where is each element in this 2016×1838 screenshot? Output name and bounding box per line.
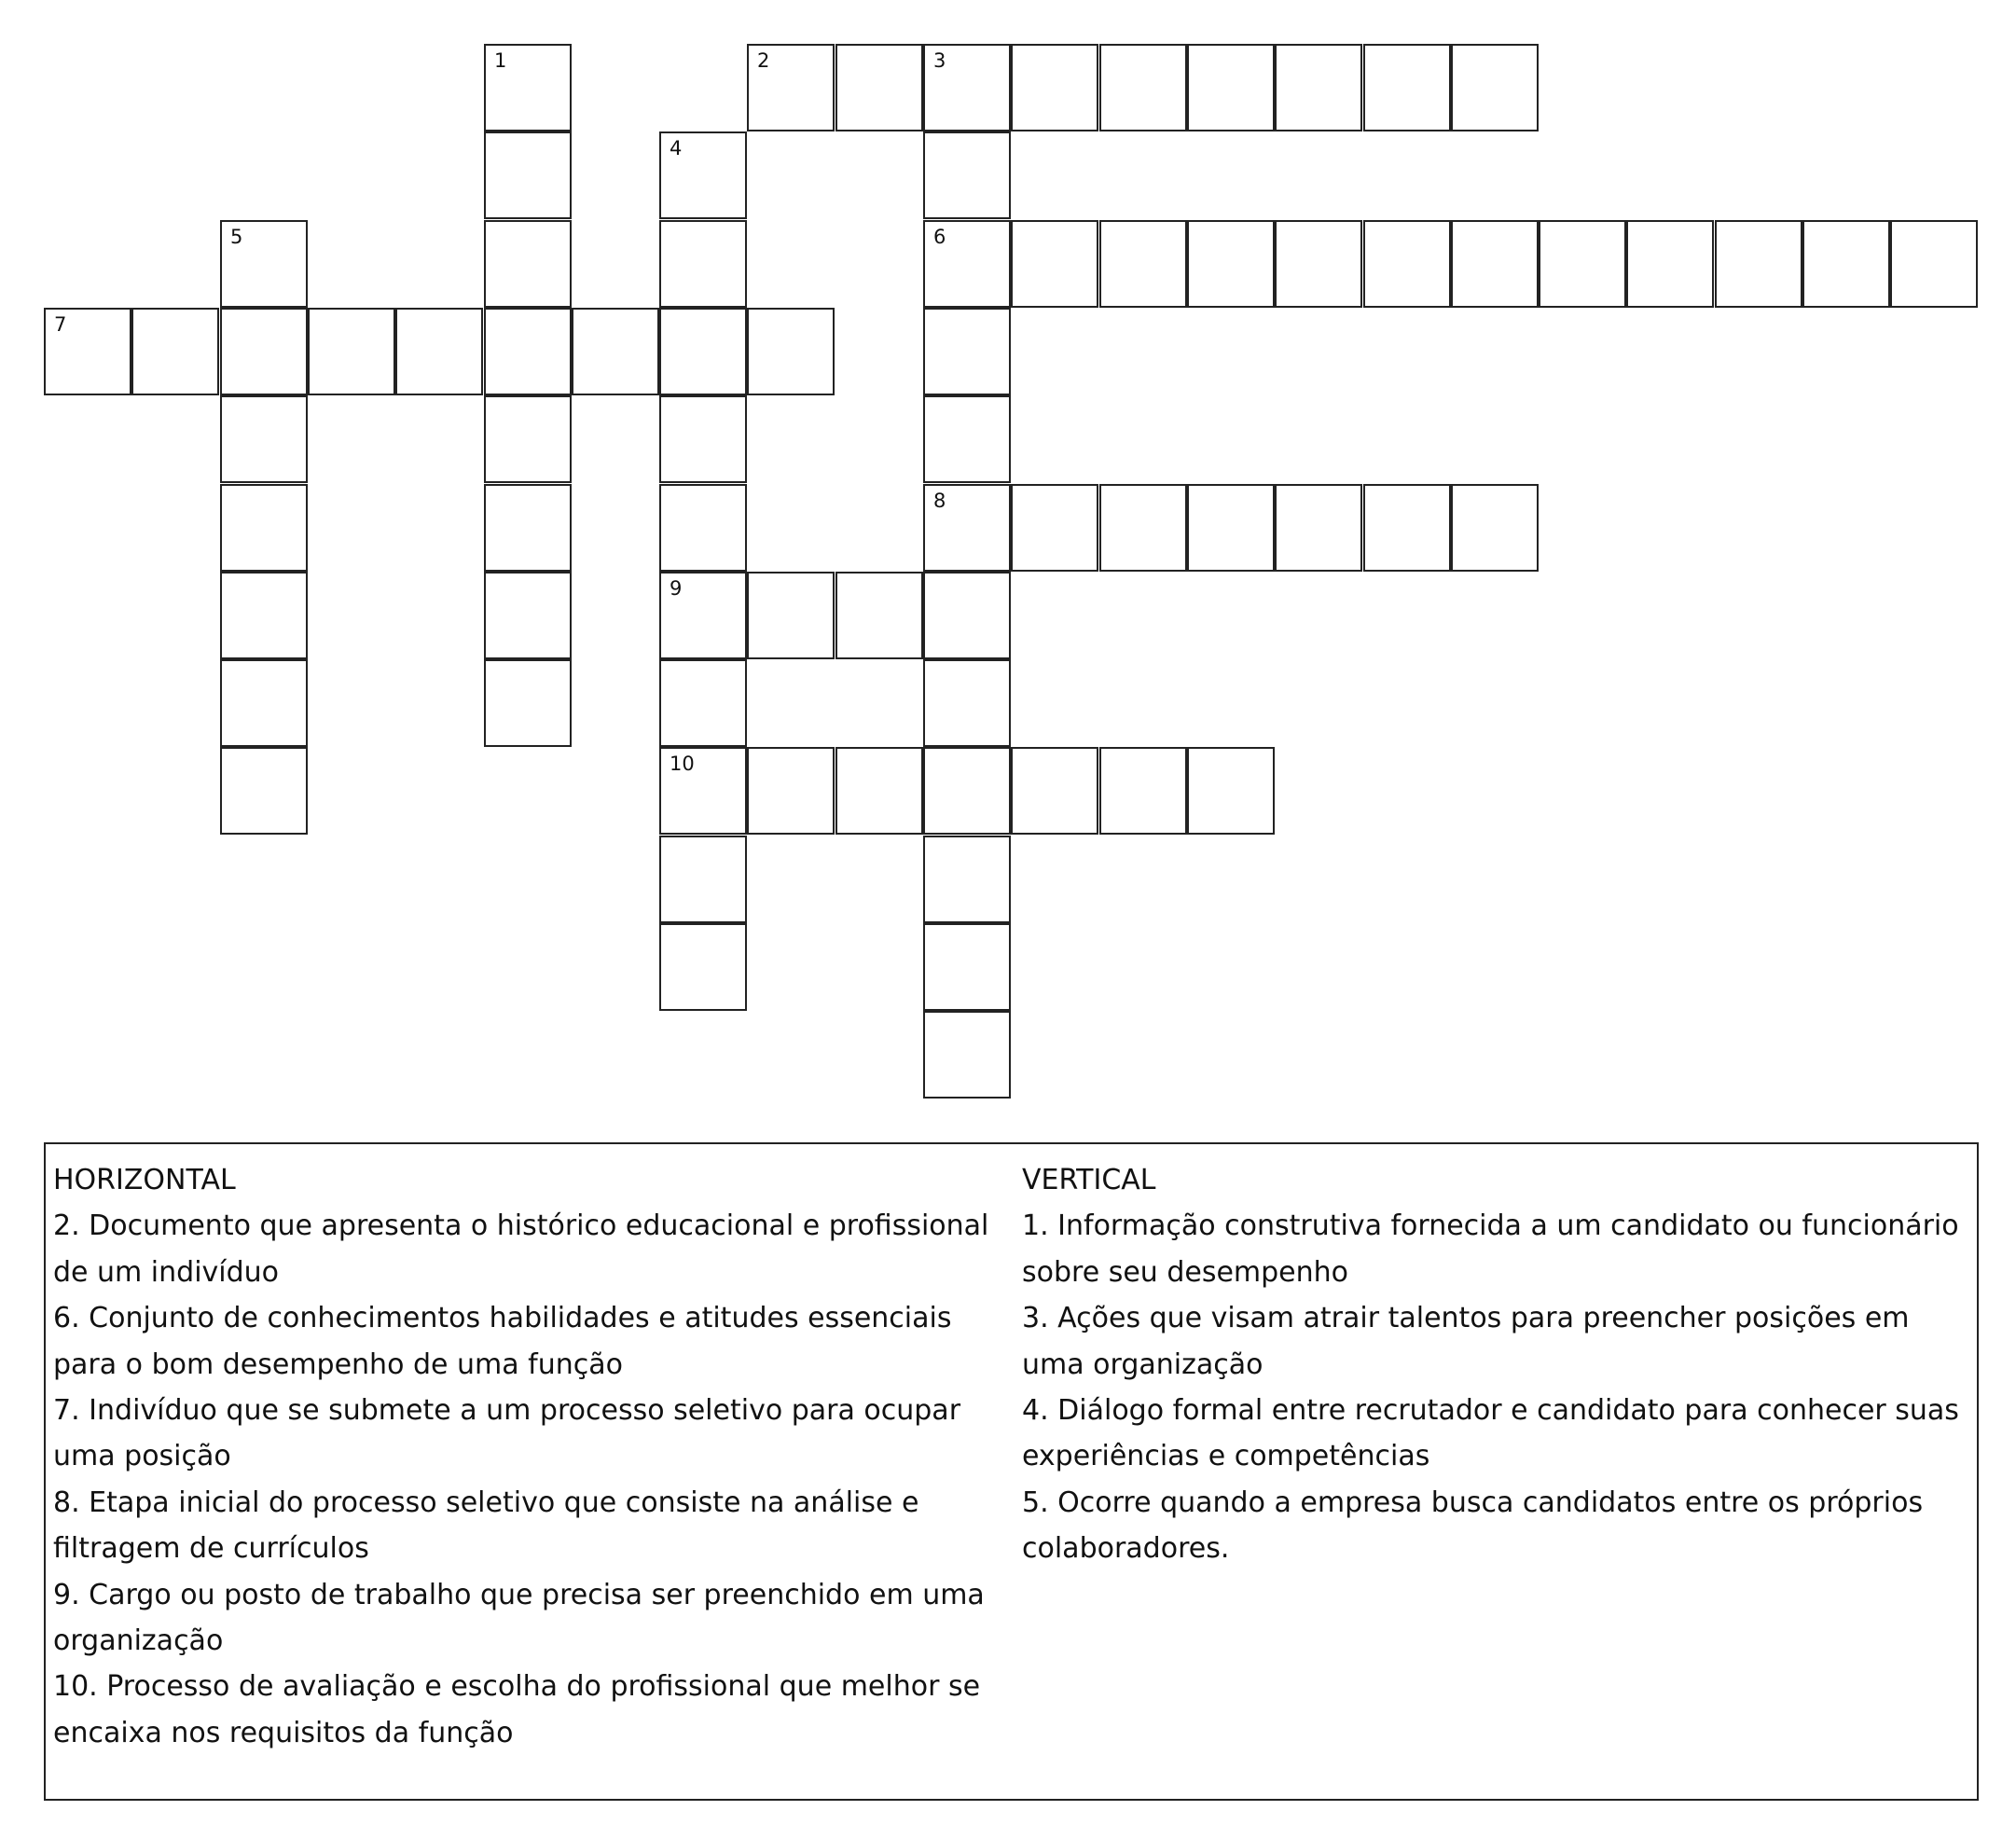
grid-cell[interactable]	[1099, 220, 1187, 308]
grid-cell[interactable]	[923, 484, 1011, 572]
grid-cell[interactable]	[1187, 747, 1275, 835]
grid-cell[interactable]	[1011, 44, 1098, 131]
grid-cell[interactable]	[1626, 220, 1714, 308]
clue-number: 1	[494, 49, 507, 72]
grid-cell[interactable]	[308, 308, 395, 395]
grid-cell[interactable]	[1099, 484, 1187, 572]
grid-cell[interactable]	[220, 220, 308, 308]
grid-cell[interactable]	[1275, 484, 1362, 572]
grid-cell[interactable]	[484, 44, 572, 131]
grid-cell[interactable]	[44, 308, 131, 395]
grid-cell[interactable]	[1363, 220, 1451, 308]
grid-cell[interactable]	[923, 308, 1011, 395]
clue-number: 5	[230, 226, 243, 248]
grid-cell[interactable]	[1451, 44, 1539, 131]
clue-number: 2	[757, 49, 770, 72]
horizontal-heading: HORIZONTAL	[53, 1164, 236, 1196]
clue-v-5: 5. Ocorre quando a empresa busca candidatos entre os próprios colaboradores.	[1022, 1486, 1924, 1566]
grid-cell[interactable]	[923, 923, 1011, 1011]
grid-cell[interactable]	[1275, 44, 1362, 131]
grid-cell[interactable]	[659, 659, 747, 747]
grid-cell[interactable]	[1011, 220, 1098, 308]
grid-cell[interactable]	[1363, 484, 1451, 572]
vertical-heading: VERTICAL	[1022, 1164, 1156, 1196]
grid-cell[interactable]	[395, 308, 483, 395]
grid-cell[interactable]	[923, 131, 1011, 219]
grid-cell[interactable]	[659, 395, 747, 483]
grid-cell[interactable]	[484, 395, 572, 483]
clue-number: 3	[933, 49, 946, 72]
clue-number: 10	[670, 753, 695, 775]
clue-number: 7	[54, 313, 67, 336]
grid-cell[interactable]	[659, 220, 747, 308]
clue-number: 8	[933, 490, 946, 512]
grid-cell[interactable]	[659, 836, 747, 923]
grid-cell[interactable]	[659, 484, 747, 572]
grid-cell[interactable]	[1451, 484, 1539, 572]
grid-cell[interactable]	[1451, 220, 1539, 308]
clue-h-10: 10. Processo de avaliação e escolha do profissional que melhor se encaixa nos requisitos da função	[53, 1670, 981, 1749]
clue-number: 9	[670, 577, 683, 600]
grid-cell[interactable]	[484, 484, 572, 572]
grid-cell[interactable]	[1099, 44, 1187, 131]
grid-cell[interactable]	[1011, 484, 1098, 572]
grid-cell[interactable]	[659, 923, 747, 1011]
horizontal-clues	[53, 1157, 1023, 1756]
grid-cell[interactable]	[131, 308, 219, 395]
grid-cell[interactable]	[220, 659, 308, 747]
grid-cell[interactable]	[923, 395, 1011, 483]
grid-cell[interactable]	[1890, 220, 1978, 308]
grid-cell[interactable]	[1011, 747, 1098, 835]
clue-h-7: 7. Indivíduo que se submete a um processo seletivo para ocupar uma posição	[53, 1394, 961, 1473]
grid-cell[interactable]	[1187, 44, 1275, 131]
grid-cell[interactable]	[659, 572, 747, 659]
clue-v-4: 4. Diálogo formal entre recrutador e candidato para conhecer suas experiências e competências	[1022, 1394, 1959, 1473]
grid-cell[interactable]	[1099, 747, 1187, 835]
grid-cell[interactable]	[659, 131, 747, 219]
clue-h-6: 6. Conjunto de conhecimentos habilidades e atitudes essenciais para o bom desempenho de uma função	[53, 1302, 952, 1381]
grid-cell[interactable]	[923, 747, 1011, 835]
grid-cell[interactable]	[747, 747, 835, 835]
grid-cell[interactable]	[484, 220, 572, 308]
grid-cell[interactable]	[923, 659, 1011, 747]
grid-cell[interactable]	[747, 308, 835, 395]
grid-cell[interactable]	[747, 572, 835, 659]
grid-cell[interactable]	[220, 484, 308, 572]
grid-cell[interactable]	[1802, 220, 1890, 308]
grid-cell[interactable]	[1187, 484, 1275, 572]
grid-cell[interactable]	[484, 659, 572, 747]
grid-cell[interactable]	[572, 308, 659, 395]
grid-cell[interactable]	[923, 836, 1011, 923]
vertical-clues	[1022, 1157, 1973, 1572]
clue-number: 6	[933, 226, 946, 248]
clue-h-9: 9. Cargo ou posto de trabalho que precisa ser preenchido em uma organização	[53, 1578, 985, 1658]
clue-v-1: 1. Informação construtiva fornecida a um candidato ou funcionário sobre seu desempenho	[1022, 1209, 1959, 1289]
grid-cell[interactable]	[923, 220, 1011, 308]
grid-cell[interactable]	[923, 572, 1011, 659]
grid-cell[interactable]	[659, 747, 747, 835]
clues-box	[44, 1142, 1979, 1801]
grid-cell[interactable]	[923, 1011, 1011, 1099]
grid-cell[interactable]	[220, 395, 308, 483]
grid-cell[interactable]	[1715, 220, 1802, 308]
grid-cell[interactable]	[747, 44, 835, 131]
clue-h-8: 8. Etapa inicial do processo seletivo que consiste na análise e filtragem de currículos	[53, 1486, 919, 1566]
grid-cell[interactable]	[484, 308, 572, 395]
grid-cell[interactable]	[220, 308, 308, 395]
grid-cell[interactable]	[220, 747, 308, 835]
grid-cell[interactable]	[923, 44, 1011, 131]
grid-cell[interactable]	[835, 44, 923, 131]
grid-cell[interactable]	[220, 572, 308, 659]
clue-h-2: 2. Documento que apresenta o histórico educacional e profissional de um indivíduo	[53, 1209, 989, 1289]
grid-cell[interactable]	[835, 572, 923, 659]
clue-v-3: 3. Ações que visam atrair talentos para preencher posições em uma organização	[1022, 1302, 1910, 1381]
grid-cell[interactable]	[659, 308, 747, 395]
grid-cell[interactable]	[1363, 44, 1451, 131]
grid-cell[interactable]	[1539, 220, 1626, 308]
grid-cell[interactable]	[484, 131, 572, 219]
grid-cell[interactable]	[484, 572, 572, 659]
grid-cell[interactable]	[835, 747, 923, 835]
clue-number: 4	[670, 137, 683, 159]
grid-cell[interactable]	[1187, 220, 1275, 308]
grid-cell[interactable]	[1275, 220, 1362, 308]
